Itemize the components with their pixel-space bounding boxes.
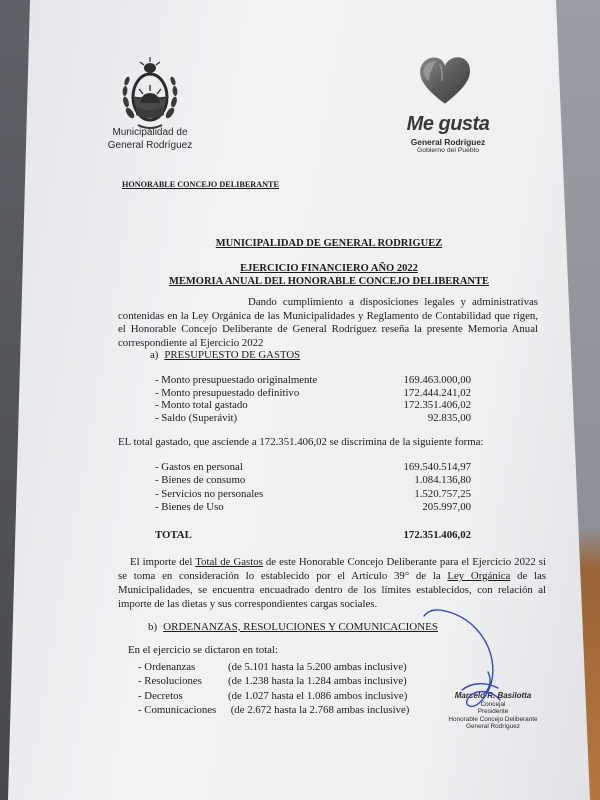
expense-row-value: 169.540.514,97 — [403, 461, 471, 473]
budget-row — [155, 387, 471, 400]
municipality-line2: General Rodríguez — [107, 140, 193, 151]
budget-row-value: 169.463.000,00 — [403, 374, 471, 386]
list-item — [138, 703, 409, 717]
document-subtitle-year: EJERCICIO FINANCIERO AÑO 2022 — [240, 263, 418, 274]
list-item-range: (de 5.101 hasta la 5.200 ambas inclusive) — [228, 661, 407, 673]
expense-row — [155, 488, 471, 501]
list-item — [138, 689, 409, 703]
list-item-label: - Comunicaciones — [138, 703, 217, 716]
brand-slogan: Me gusta — [406, 113, 490, 135]
list-item — [138, 674, 409, 688]
expense-breakdown-table — [155, 461, 471, 515]
stamp-name: Marcelo R. Basilotta — [454, 691, 532, 700]
section-b-heading — [148, 621, 438, 634]
expense-row-label: - Gastos en personal — [155, 461, 243, 473]
expense-row — [155, 501, 471, 514]
stamp-body: Honorable Concejo Deliberante — [448, 715, 538, 723]
section-b-intro: En el ejercicio se dictaron en total: — [128, 644, 278, 656]
stamp-role-councillor: Concejal — [480, 701, 506, 708]
expense-row — [155, 474, 471, 487]
budget-row-label: - Monto total gastado — [155, 399, 248, 412]
expense-row-value: 1.520.757,25 — [414, 487, 471, 500]
budget-row-label: - Monto presupuestado originalmente — [155, 374, 318, 386]
list-item-range: (de 2.672 hasta la 2.768 ambas inclusive) — [230, 703, 410, 716]
list-item-range: (de 1.238 hasta la 1.284 ambas inclusive) — [228, 675, 407, 688]
budget-row-value: 172.444.241,02 — [403, 386, 471, 399]
budget-row — [155, 412, 471, 425]
stamp-place: General Rodríguez — [466, 723, 520, 731]
closing-text-3: de las Municipalidades, se encuentra encuadrado dentro de los límites establecidos, con relación al importe de las dietas y sus correspondientes cargas sociales. — [118, 570, 546, 610]
total-value: 172.351.406,02 — [403, 529, 471, 541]
list-item-label: - Ordenanzas — [138, 661, 196, 673]
total-row — [155, 529, 471, 542]
municipality-logo-text — [90, 126, 210, 152]
list-item-label: - Decretos — [138, 689, 183, 702]
closing-underline-total: Total de Gastos — [195, 556, 263, 568]
list-item — [138, 660, 409, 674]
budget-table — [155, 374, 471, 424]
budget-row — [155, 374, 471, 387]
expense-row — [155, 461, 471, 474]
heart-icon — [418, 56, 472, 106]
breakdown-intro: EL total gastado, que asciende a 172.351.406,02 se discrimina de la siguiente forma: — [118, 436, 484, 448]
expense-row-label: - Bienes de Uso — [155, 501, 224, 514]
section-b-prefix: b) — [148, 621, 158, 633]
section-a-title: PRESUPUESTO DE GASTOS — [164, 349, 301, 361]
brand-name: General Rodríguez — [410, 137, 486, 147]
document-subtitle-memoria: MEMORIA ANUAL DEL HONORABLE CONCEJO DELIBERANTE — [168, 276, 489, 287]
stamp-role-president: Presidente — [477, 708, 509, 716]
budget-row-label: - Saldo (Superávit) — [155, 411, 238, 424]
total-label: TOTAL — [155, 529, 192, 541]
expense-row-label: - Bienes de consumo — [155, 474, 246, 487]
document-title: MUNICIPALIDAD DE GENERAL RODRIGUEZ — [215, 238, 443, 249]
coat-of-arms-icon — [120, 55, 180, 131]
intro-paragraph: Dando cumplimiento a disposiciones legales y administrativas contenidas en la Ley Orgánica de las Municipalidades y Reglamento de Contabilidad que rigen, el Honorable Concejo Deliberante de General Rodríguez reseña la presente Memoria Anual correspondiente al Ejercicio 2022 — [118, 296, 538, 349]
closing-text-1: El importe del — [130, 556, 196, 568]
budget-row — [155, 399, 471, 412]
closing-paragraph — [118, 555, 546, 611]
section-a-heading — [150, 349, 300, 362]
budget-row-value: 92.835,00 — [427, 411, 471, 424]
expense-row-value: 1.084.136,80 — [414, 474, 471, 487]
budget-row-value: 172.351.406,02 — [403, 399, 471, 412]
expense-row-label: - Servicios no personales — [155, 487, 264, 500]
expense-row-value: 205.997,00 — [422, 501, 471, 514]
closing-underline-law: Ley Orgánica — [447, 570, 511, 582]
list-item-label: - Resoluciones — [138, 675, 202, 688]
budget-row-label: - Monto presupuestado definitivo — [155, 386, 300, 399]
brand-tagline: Gobierno del Pueblo — [417, 147, 479, 154]
section-a-prefix: a) — [150, 349, 159, 361]
closing-text-2: de este Honorable Concejo Deliberante para el Ejercicio 2022 si se toma en consideración lo establecido por el Artículo 39° de la — [118, 556, 546, 582]
municipality-line1: Municipalidad de — [112, 127, 188, 138]
list-item-range: (de 1.027 hasta el 1.086 ambos inclusive) — [228, 689, 408, 702]
issued-documents-list — [138, 660, 409, 717]
signature-stamp — [440, 690, 546, 731]
section-b-title: ORDENANZAS, RESOLUCIONES Y COMUNICACIONES — [163, 621, 438, 633]
office-heading: HONORABLE CONCEJO DELIBERANTE — [122, 180, 279, 189]
